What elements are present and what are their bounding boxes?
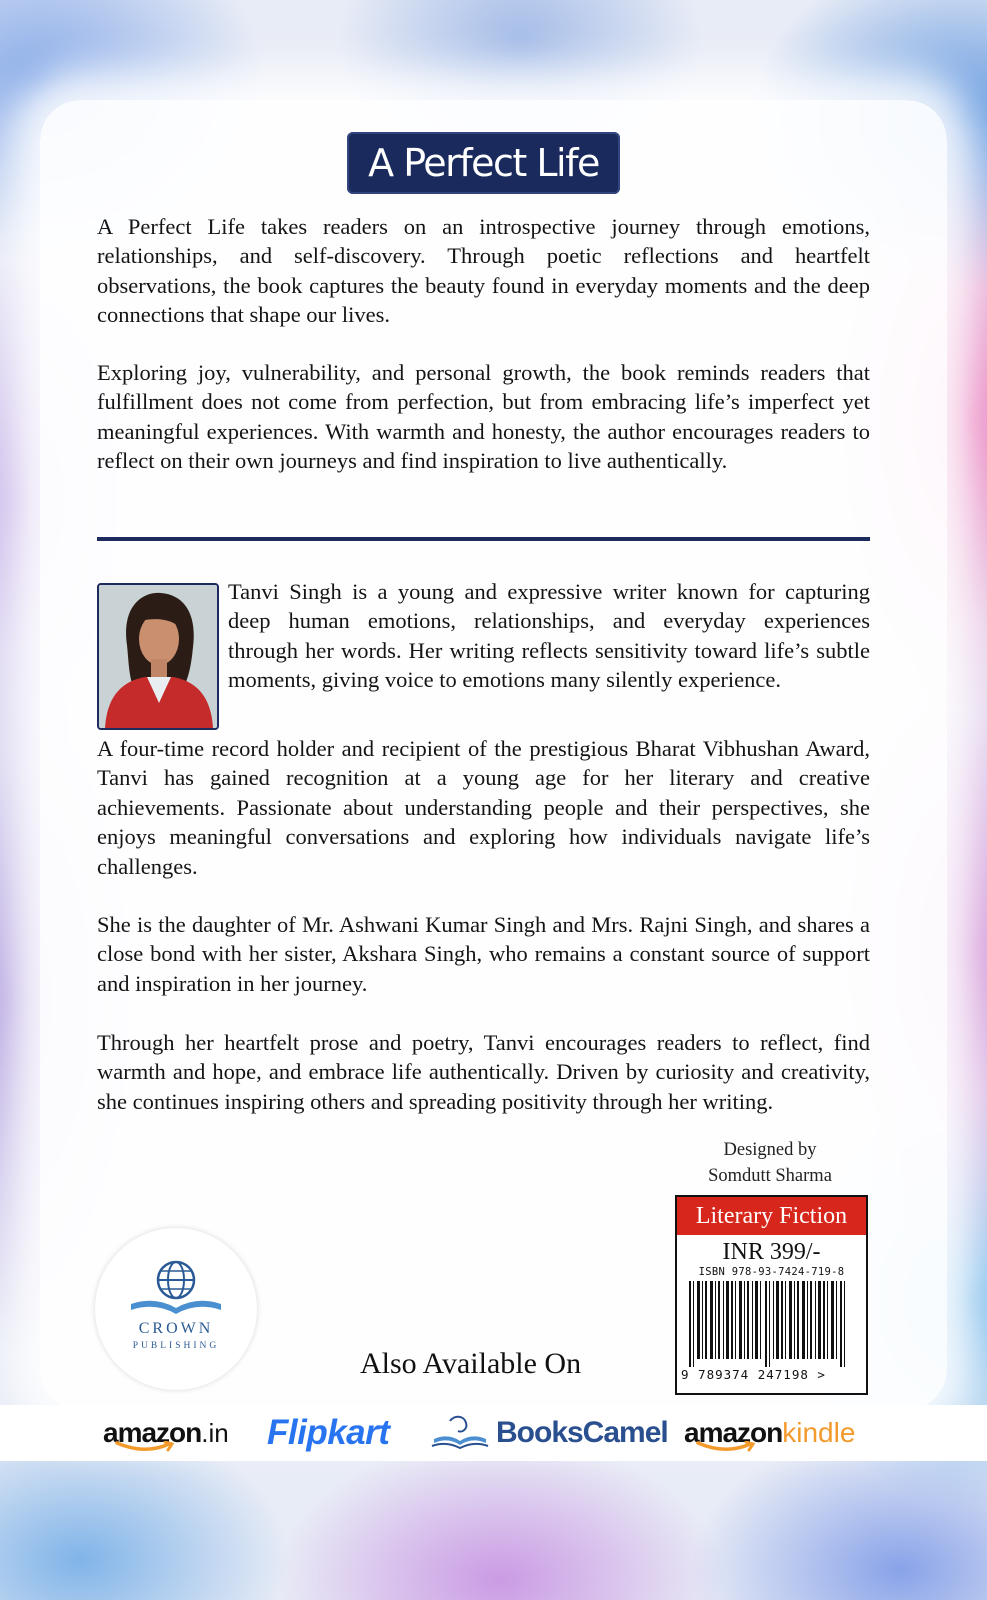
section-divider	[97, 537, 870, 541]
publisher-name: CROWN	[138, 1320, 214, 1337]
open-book-icon	[430, 1413, 490, 1453]
kindle-label: kindle	[782, 1417, 856, 1448]
amazon-smile-icon	[115, 1441, 175, 1453]
author-photo	[97, 583, 219, 730]
genre-label: Literary Fiction	[677, 1197, 866, 1235]
barcode-icon	[687, 1281, 857, 1367]
kindle-smile-icon	[696, 1441, 756, 1453]
author-bio-paragraph-4: Through her heartfelt prose and poetry, Tanvi encourages readers to reflect, find warmth and hope, and embrace life authentically. Driven by curiosity and creativity, she continues inspiring others and spreading positivity through her writing.	[97, 1030, 870, 1114]
synopsis-paragraph-1: A Perfect Life takes readers on an introspective journey through emotions, relationships, and self-discovery. Through poetic reflections and heartfelt observations, the book captures the beauty found in everyday moments and the deep connections that shape our lives.	[97, 214, 870, 328]
also-available-heading: Also Available On	[360, 1347, 582, 1380]
publisher-logo	[95, 1228, 257, 1390]
amazon-in-brand: amazon	[103, 1417, 202, 1448]
author-bio-paragraph-2: A four-time record holder and recipient of the prestigious Bharat Vibhushan Award, Tanvi has gained recognition at a young age for her literary and creative achievements. Passionate about understanding people and their perspectives, she enjoys meaningful conversations and exploring how individuals navigate life’s challenges.	[97, 736, 870, 879]
amazon-in-suffix: .in	[201, 1417, 229, 1448]
flipkart-label: Flipkart	[267, 1413, 390, 1452]
title-plate	[347, 132, 620, 194]
store-logos-band	[0, 1405, 987, 1461]
amazon-in-logo[interactable]	[103, 1405, 229, 1461]
designer-credit	[690, 1138, 850, 1189]
synopsis-paragraph-2: Exploring joy, vulnerability, and personal growth, the book reminds readers that fulfillment does not come from perfection, but from embracing life’s imperfect yet meaningful experiences. With warmth and honesty, the author encourages readers to reflect on their own journeys and find inspiration to live authentically.	[97, 360, 870, 474]
amazon-kindle-brand: amazon	[684, 1417, 783, 1448]
globe-book-icon	[95, 1228, 257, 1320]
bookscamel-logo[interactable]	[430, 1405, 668, 1461]
price-barcode-box	[675, 1195, 868, 1395]
amazon-kindle-logo[interactable]	[684, 1405, 855, 1461]
price-label: INR 399/-	[722, 1238, 821, 1265]
designer-credit-name: Somdutt Sharma	[708, 1165, 832, 1186]
ean-digits: 9 789374 247198 >	[681, 1367, 826, 1382]
book-title: A Perfect Life	[368, 141, 599, 185]
isbn-text: ISBN 978-93-7424-719-8	[698, 1266, 845, 1278]
author-portrait-icon	[99, 585, 217, 728]
author-bio-paragraph-3: She is the daughter of Mr. Ashwani Kumar Singh and Mrs. Rajni Singh, and shares a close bond with her sister, Akshara Singh, who remains a constant source of support and inspiration in her journey.	[97, 912, 870, 996]
bookscamel-label: BooksCamel	[496, 1416, 668, 1449]
author-bio-paragraph-1: Tanvi Singh is a young and expressive writer known for capturing deep human emotions, relationships, and everyday experiences through her words. Her writing reflects sensitivity toward life’s subtle moments, giving voice to emotions many silently experience.	[228, 579, 870, 693]
flipkart-logo[interactable]	[267, 1405, 389, 1461]
publisher-sub: PUBLISHING	[132, 1341, 220, 1351]
designer-credit-label: Designed by	[723, 1140, 817, 1160]
